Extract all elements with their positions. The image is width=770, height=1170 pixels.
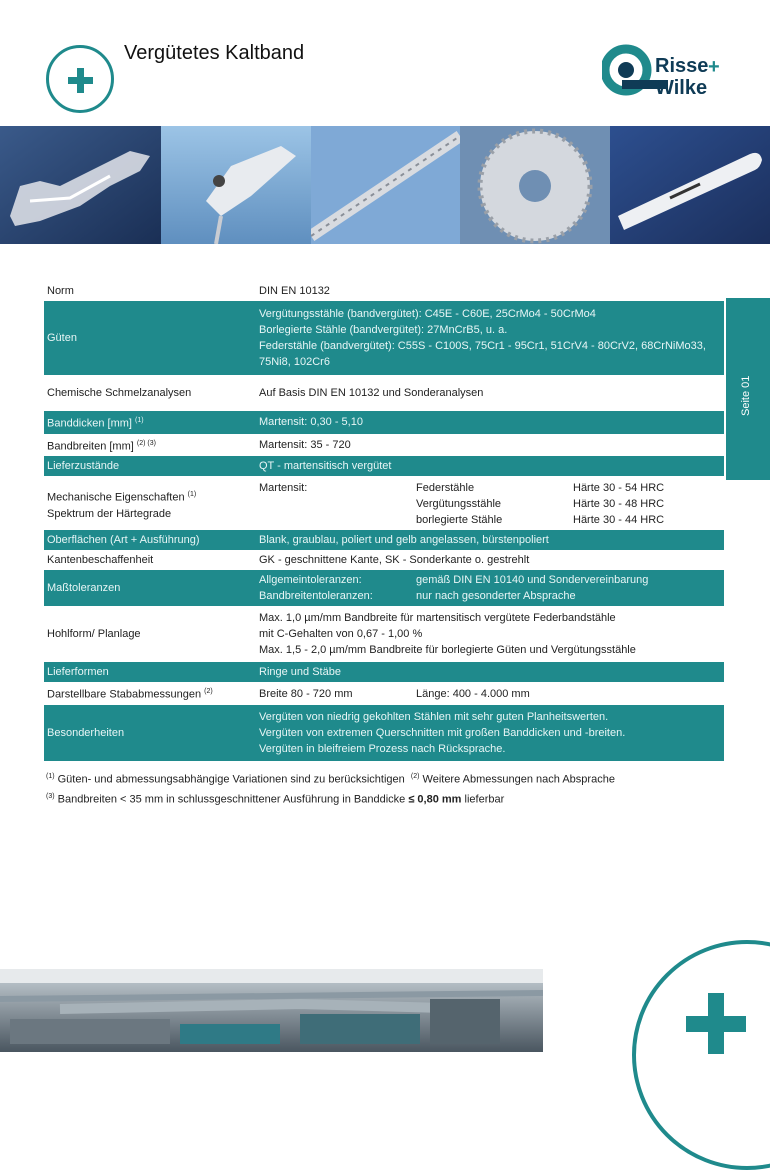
row-value-line: Vergüten von niedrig gekohlten Stählen mit sehr guten Planheitswerten. <box>259 710 609 723</box>
table-row <box>44 375 724 411</box>
row-label: Lieferformen <box>44 662 256 682</box>
table-row <box>44 606 724 662</box>
table-row <box>44 434 724 457</box>
table-row <box>44 662 724 682</box>
table-row <box>44 476 724 530</box>
footnote-text: Güten- und abmessungsabhängige Variationen sind zu berücksichtigen <box>57 773 405 786</box>
row-value: Blank, graublau, poliert und gelb angelassen, bürstenpoliert <box>256 530 724 550</box>
row-value-line: Vergütungsstähle (bandvergütet): C45E - C60E, 25CrMo4 - 50CrMo4 <box>259 308 596 320</box>
tolerance-name: Bandbreitentoleranzen: <box>259 590 373 603</box>
row-value-line: mit C-Gehalten von 0,67 - 1,00 % <box>259 628 423 641</box>
brand-plus: + <box>708 56 720 78</box>
row-label: Norm <box>44 281 256 301</box>
factory-photo <box>0 969 543 1052</box>
row-label: Banddicken [mm] <box>47 417 132 430</box>
footnote-ref: (1) <box>135 417 144 424</box>
footnote-text: Weitere Abmessungen nach Absprache <box>422 773 615 786</box>
saw-blade-photo <box>460 126 610 244</box>
steel-type: borlegierte Stähle <box>416 514 503 527</box>
row-value: Auf Basis DIN EN 10132 und Sonderanalysen <box>256 375 724 411</box>
table-row <box>44 456 724 476</box>
steel-type: Vergütungsstähle <box>416 498 502 511</box>
row-label: Hohlform/ Planlage <box>44 606 256 662</box>
table-row <box>44 301 724 375</box>
footnote-text: Bandbreiten < 35 mm in schlussgeschnittener Ausführung in Banddicke <box>57 793 406 806</box>
tolerance-value: nur nach gesonderter Absprache <box>416 590 576 603</box>
footnote-line-1 <box>46 773 615 786</box>
table-row <box>44 281 724 301</box>
row-value-line: 75Ni8, 102Cr6 <box>259 356 330 368</box>
footnote-ref: (1) <box>187 490 197 498</box>
row-label: Chemische Schmelzanalysen <box>44 375 256 411</box>
footnote-text: lieferbar <box>464 793 505 806</box>
table-row <box>44 705 724 761</box>
row-value: GK - geschnittene Kante, SK - Sonderkante o. gestrehlt <box>256 550 724 570</box>
row-value: Martensit: 35 - 720 <box>256 434 724 457</box>
row-label: Güten <box>44 301 256 375</box>
tolerance-value: gemäß DIN EN 10140 und Sondervereinbarung <box>416 574 649 587</box>
row-value-line: Vergüten in bleifreiem Prozess nach Rücksprache. <box>259 742 506 755</box>
row-value: Ringe und Stäbe <box>256 662 724 682</box>
row-label: Bandbreiten [mm] <box>47 440 134 453</box>
row-label: Mechanische Eigenschaften <box>47 491 185 504</box>
decorative-circle <box>632 940 770 1170</box>
row-value: DIN EN 10132 <box>256 281 724 301</box>
footnote-marker: (3) <box>46 793 55 800</box>
plus-logo-icon <box>46 45 114 113</box>
row-value: Breite 80 - 720 mm <box>259 687 353 700</box>
row-value-line: Max. 1,5 - 2,0 µm/mm Bandbreite für borlegierte Güten und Vergütungsstähle <box>259 644 636 657</box>
footnote-marker: (2) <box>410 773 420 780</box>
chainsaw-bar-photo <box>610 126 770 244</box>
steel-type: Federstähle <box>416 482 475 495</box>
row-value: Martensit: 0,30 - 5,10 <box>256 411 724 434</box>
skate-blade-photo <box>0 126 161 244</box>
brand-name-line2: Wilke <box>655 77 708 99</box>
row-value-line: Vergüten von extremen Querschnitten mit großen Banddicken und -breiten. <box>259 726 626 739</box>
row-value: Martensit: <box>259 482 308 495</box>
page-number-label: Seite 01 <box>740 375 752 416</box>
row-label: Maßtoleranzen <box>44 570 256 606</box>
row-value-line: Borlegierte Stähle (bandvergütet): 27MnCrB5, u. a. <box>259 324 508 336</box>
row-label: Besonderheiten <box>44 705 256 761</box>
hardness-value: Härte 30 - 44 HRC <box>573 514 665 527</box>
table-row <box>44 530 724 550</box>
footnote-line-2 <box>46 793 504 806</box>
page-title: Vergütetes Kaltband <box>124 42 305 64</box>
brand-name-line1: Risse <box>655 55 709 77</box>
specification-table <box>44 281 724 761</box>
product-photo-banner <box>0 126 770 244</box>
page-side-tab <box>726 298 770 480</box>
table-row <box>44 682 724 705</box>
footnote-ref: (2) (3) <box>136 439 156 447</box>
row-value: QT - martensitisch vergütet <box>256 456 724 476</box>
row-label: Oberflächen (Art + Ausführung) <box>44 530 256 550</box>
table-row <box>44 570 724 606</box>
row-value-line: Max. 1,0 µm/mm Bandbreite für martensitisch vergütete Federbandstähle <box>259 612 616 625</box>
row-label: Kantenbeschaffenheit <box>44 550 256 570</box>
table-row <box>44 411 724 434</box>
row-label: Lieferzustände <box>44 456 256 476</box>
hedge-trimmer-blade-photo <box>311 126 460 244</box>
row-label: Darstellbare Stababmessungen <box>47 688 202 701</box>
row-value-line: Federstähle (bandvergütet): C55S - C100S, 75Cr1 - 95Cr1, 51CrV4 - 80CrV2, 68CrNiMo33, <box>259 340 706 352</box>
table-row <box>44 550 724 570</box>
footnote-marker: (1) <box>46 773 55 780</box>
hardness-value: Härte 30 - 48 HRC <box>573 498 665 511</box>
row-value: Länge: 400 - 4.000 mm <box>416 687 530 700</box>
tolerance-name: Allgemeintoleranzen: <box>259 574 362 587</box>
footnote-ref: (2) <box>204 688 213 696</box>
footnote-emphasis: ≤ 0,80 mm <box>408 793 462 806</box>
cutting-tool-photo <box>161 126 311 244</box>
row-label: Spektrum der Härtegrade <box>47 507 172 520</box>
hardness-value: Härte 30 - 54 HRC <box>573 482 665 495</box>
plus-icon <box>708 993 724 1054</box>
